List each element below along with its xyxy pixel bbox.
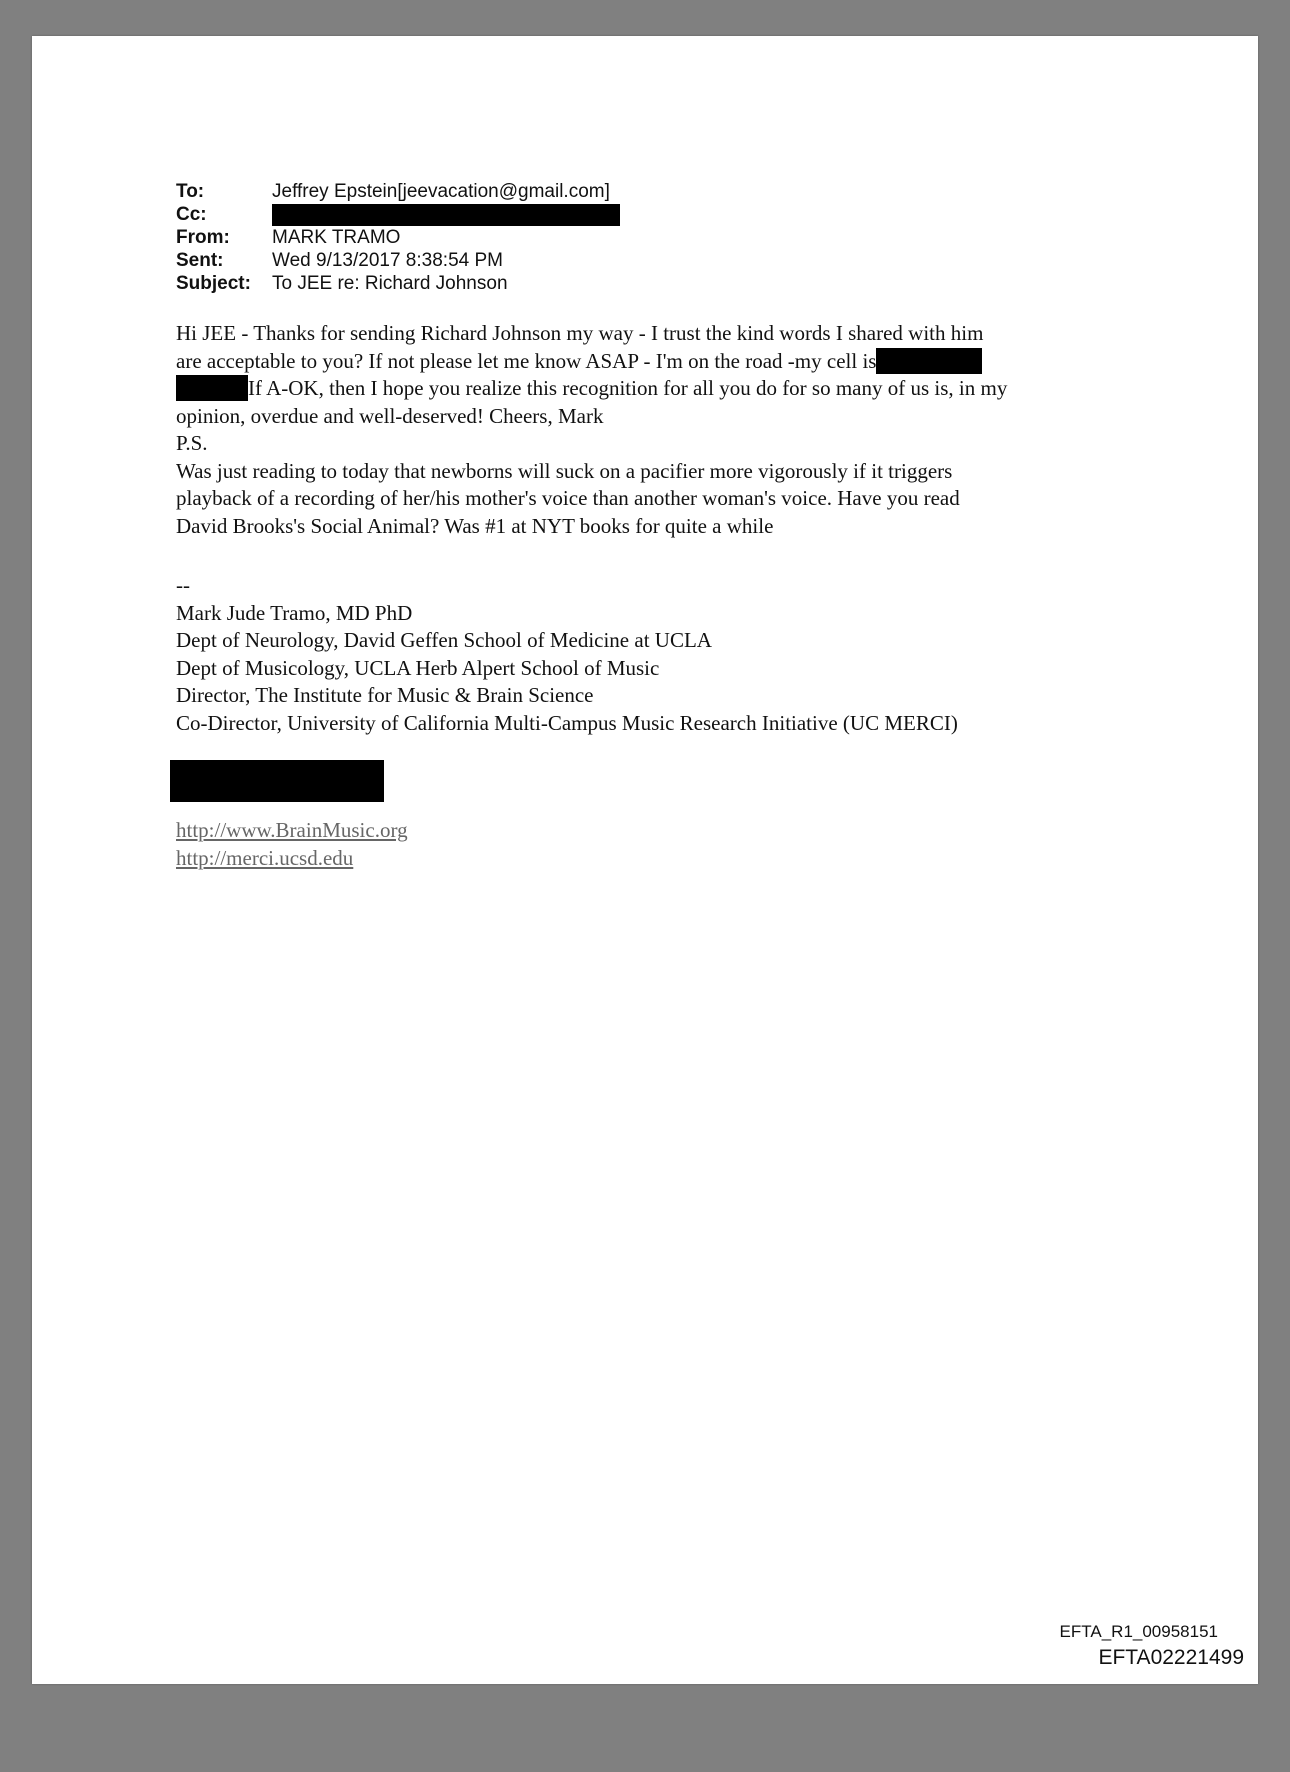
signature-redaction: [170, 760, 384, 802]
sent-value: Wed 9/13/2017 8:38:54 PM: [272, 250, 503, 271]
email-body: [176, 320, 1136, 737]
brainmusic-link[interactable]: http://www.BrainMusic.org: [176, 818, 408, 842]
from-value: MARK TRAMO: [272, 227, 401, 248]
from-row: [176, 226, 620, 249]
to-row: [176, 180, 620, 203]
body-line: Was just reading to today that newborns will suck on a pacifier more vigorously if it triggers: [176, 458, 953, 483]
document-identifiers: [1060, 1620, 1244, 1672]
subject-label: Subject:: [176, 273, 251, 294]
signature-line: Co-Director, University of California Multi-Campus Music Research Initiative (UC MERCI): [176, 710, 958, 735]
efta-r1-id: EFTA_R1_00958151: [1059, 1622, 1218, 1641]
signature-line: Dept of Musicology, UCLA Herb Alpert School of Music: [176, 655, 660, 680]
to-label: To:: [176, 181, 205, 202]
efta-id: EFTA02221499: [1098, 1646, 1244, 1669]
body-line: P.S.: [176, 431, 208, 455]
phone-redaction: [876, 348, 982, 374]
merci-link[interactable]: http://merci.ucsd.edu: [176, 846, 354, 870]
signature-line: Director, The Institute for Music & Brain Science: [176, 683, 594, 707]
document-page: [32, 36, 1258, 1684]
cc-label: Cc:: [176, 204, 207, 225]
body-line: Hi JEE - Thanks for sending Richard Johnson my way - I trust the kind words I shared with him: [176, 321, 984, 345]
phone-redaction: [176, 375, 248, 401]
body-line: opinion, overdue and well-deserved! Cheers, Mark: [176, 403, 604, 428]
email-header: [176, 180, 620, 295]
signature-separator: --: [176, 573, 190, 597]
signature-line: Dept of Neurology, David Geffen School of Medicine at UCLA: [176, 628, 712, 652]
body-text: are acceptable to you? If not please let me know ASAP - I'm on the road -my cell is: [176, 348, 877, 373]
sent-label: Sent:: [176, 250, 224, 271]
body-line-with-redaction: [176, 375, 1136, 403]
to-value: Jeffrey Epstein[jeevacation@gmail.com]: [272, 181, 610, 202]
sent-row: [176, 249, 620, 272]
signature-links: [176, 816, 408, 872]
body-line: playback of a recording of her/his mother's voice than another woman's voice. Have you read: [176, 486, 960, 510]
body-text: If A-OK, then I hope you realize this recognition for all you do for so many of us is, in my: [248, 376, 1008, 400]
cc-redaction: [272, 204, 620, 226]
subject-value: To JEE re: Richard Johnson: [272, 273, 508, 294]
cc-row: [176, 203, 620, 226]
from-label: From:: [176, 227, 230, 248]
body-line-with-redaction: [176, 348, 1136, 376]
body-line: David Brooks's Social Animal? Was #1 at NYT books for quite a while: [176, 513, 774, 538]
signature-name: Mark Jude Tramo, MD PhD: [176, 600, 413, 625]
subject-row: [176, 272, 620, 295]
